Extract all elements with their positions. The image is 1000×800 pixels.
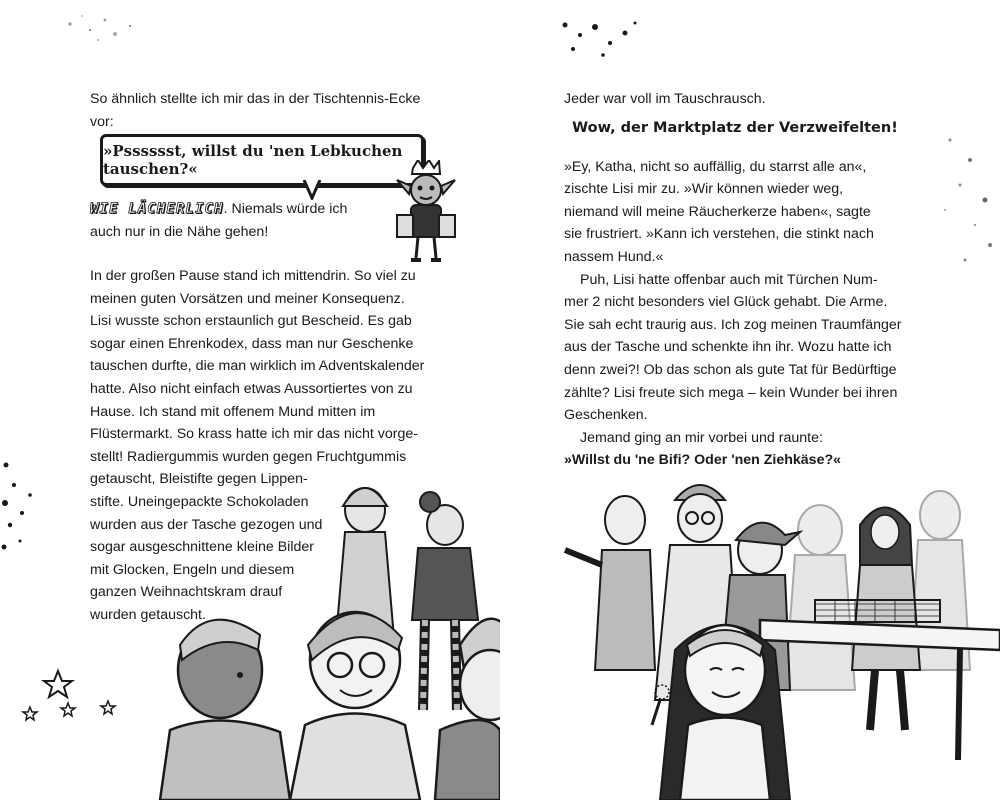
text-line <box>90 198 390 221</box>
text-line: Hause. Ich stand mit offenem Mund mitten im <box>90 403 376 420</box>
ink-splatter-icon <box>930 130 1000 280</box>
text-line: zählte? Lisi freute sich mega – kein Wunder bei ihren <box>564 384 898 401</box>
text-line: mer 2 nicht besonders viel Glück gehabt. Die Arme. <box>564 294 888 311</box>
text-line: Puh, Lisi hatte offenbar auch mit Türchen Num- <box>580 271 878 288</box>
text-line: So ähnlich stellte ich mir das in der Tischtennis-Ecke <box>90 91 421 107</box>
text-line: Lisi wusste schon erstaunlich gut Bescheid. Es gab <box>90 313 412 330</box>
text-line: wurden getauscht. <box>90 606 206 623</box>
text-line: Flüstermarkt. So krass hatte ich mir das nicht vorge- <box>90 426 418 443</box>
crowd-illustration-right <box>540 470 1000 800</box>
text-line: hatte. Also nicht einfach etwas Aussortiertes von zu <box>90 380 413 397</box>
text-line: sogar ausgeschnittene kleine Bilder <box>90 539 314 556</box>
section-headline: Wow, der Marktplatz der Verzweifelten! <box>572 120 898 136</box>
goblin-mascot-icon <box>385 160 465 270</box>
speech-bubble-tail <box>302 180 324 200</box>
text-line: auch nur in die Nähe gehen! <box>90 223 269 240</box>
bold-quote: »Willst du 'ne Bifi? Oder 'nen Ziehkäse?« <box>564 452 842 469</box>
right-page <box>500 0 1000 800</box>
text-line: wurden aus der Tasche gezogen und <box>90 516 323 533</box>
ink-splatter-icon <box>0 455 50 565</box>
intro-paragraph <box>90 88 450 133</box>
text-line: stellt! Radiergummis wurden gegen Fruchtgummis <box>90 448 407 465</box>
speech-bubble <box>100 134 424 186</box>
text-line: In der großen Pause stand ich mittendrin. So viel zu <box>90 268 416 284</box>
text-line: getauscht, Bleistifte gegen Lippen- <box>90 471 308 488</box>
text-line: sogar einen Ehrenkodex, dass man nur Geschenke <box>90 335 414 352</box>
stamp-word: WIE LÄCHERLICH <box>90 201 224 217</box>
ink-splatter-icon <box>60 10 150 50</box>
text-line: niemand will meine Räucherkerze haben«, sagte <box>564 203 871 220</box>
speech-bubble-text: »Psssssst, willst du 'nen Lebkuchen tauschen?« <box>103 142 403 178</box>
right-text <box>564 88 924 472</box>
text-line: »Ey, Katha, nicht so auffällig, du starrst alle an«, <box>564 158 867 175</box>
stamp-paragraph <box>90 198 390 243</box>
text-line: stifte. Uneingepackte Schokoladen <box>90 493 309 510</box>
text-line: denn zwei?! Ob das schon als gute Tat für Bedürftige <box>564 361 897 378</box>
text-line: Jemand ging an mir vorbei und raunte: <box>580 429 823 446</box>
ink-splatter-icon <box>555 15 645 65</box>
text-line: mit Glocken, Engeln und diesem <box>90 561 295 578</box>
text-line: tauschen durfte, die man wirklich im Adventskalender <box>90 358 425 375</box>
crowd-illustration-left <box>140 470 500 800</box>
text-line: aus der Tasche und schenkte ihn ihr. Wozu hatte ich <box>564 339 892 356</box>
text-line: zischte Lisi mir zu. »Wir können wieder weg, <box>564 181 844 198</box>
text-line: sie frustriert. »Kann ich verstehen, die stinkt nach <box>564 226 874 243</box>
text-line: ganzen Weihnachtskram drauf <box>90 584 283 601</box>
text-line: vor: <box>90 113 114 130</box>
star-doodle-icon <box>20 665 130 725</box>
text-line: nassem Hund.« <box>564 248 664 265</box>
text-line: Jeder war voll im Tauschrausch. <box>564 91 766 107</box>
text-line: Geschenken. <box>564 407 648 424</box>
text-line: Sie sah echt traurig aus. Ich zog meinen Traumfänger <box>564 316 902 333</box>
text-line: meinen guten Vorsätzen und meiner Konsequenz. <box>90 290 405 307</box>
text-fragment: . Niemals würde ich <box>223 201 348 217</box>
